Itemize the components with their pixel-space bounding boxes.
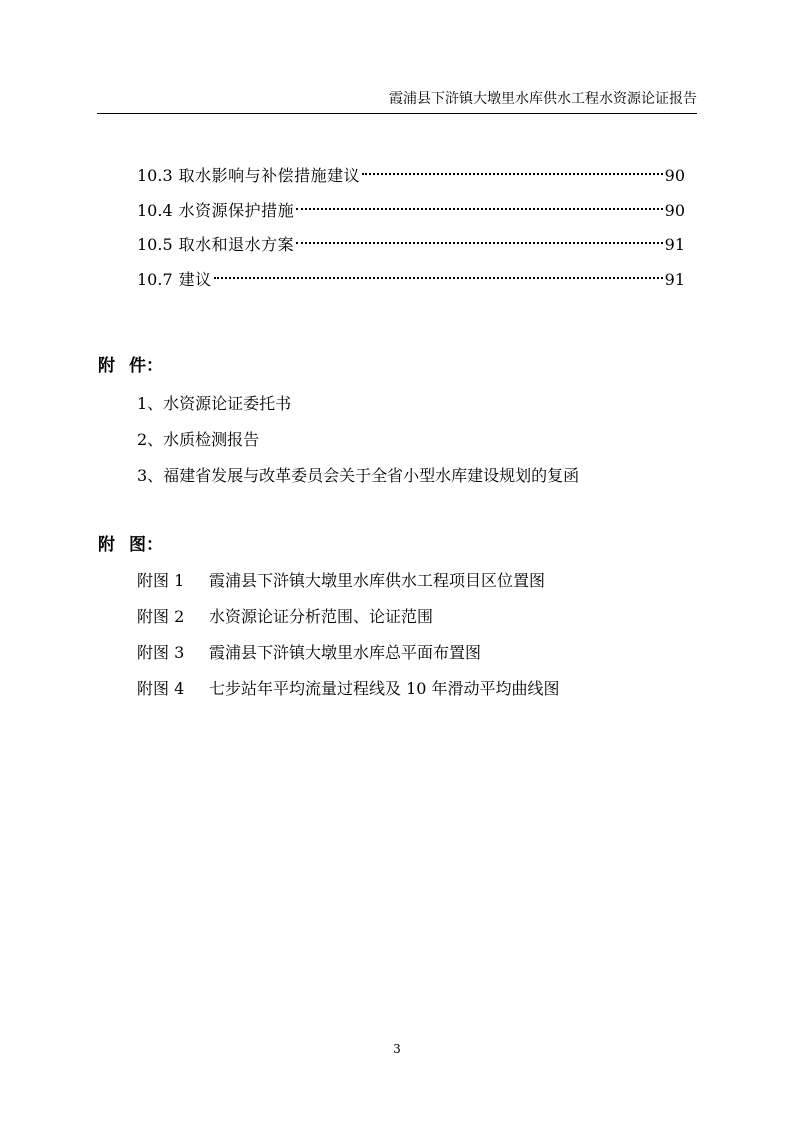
figure-label: 附图 2 (137, 607, 185, 626)
figure-text: 七步站年平均流量过程线及 10 年滑动平均曲线图 (209, 679, 560, 698)
toc-title: 取水和退水方案 (178, 235, 295, 254)
toc-leader (296, 208, 663, 210)
toc-entry[interactable] (137, 263, 685, 298)
toc-title: 建议 (178, 269, 212, 289)
figure-label: 附图 4 (137, 679, 185, 698)
toc-title: 取水影响与补偿措施建议 (178, 166, 361, 185)
figure-label: 附图 3 (137, 643, 185, 662)
toc-entry[interactable] (137, 194, 685, 229)
running-header (97, 88, 697, 114)
attachments-heading-a: 附 (98, 356, 115, 376)
attachments-heading (98, 355, 163, 377)
list-item: 2、水质检测报告 (137, 430, 260, 449)
attachments-list (137, 386, 579, 494)
toc-leader (214, 277, 663, 279)
toc-entry[interactable] (137, 228, 685, 263)
toc-page: 90 (664, 200, 685, 220)
toc-page: 91 (664, 235, 685, 254)
toc-number: 10.7 (137, 269, 173, 289)
list-item: 1、水资源论证委托书 (137, 394, 292, 413)
figures-heading-a: 附 (98, 535, 115, 555)
toc-number: 10.5 (137, 235, 173, 254)
toc-entry[interactable] (137, 159, 685, 194)
figure-text: 霞浦县下浒镇大墩里水库总平面布置图 (209, 643, 482, 662)
list-item: 3、福建省发展与改革委员会关于全省小型水库建设规划的复函 (137, 466, 580, 485)
list-item (137, 563, 560, 599)
toc-leader (296, 242, 663, 244)
toc-number: 10.3 (137, 166, 173, 185)
list-item (137, 599, 560, 635)
figures-heading-b: 图： (129, 535, 163, 555)
figure-text: 水资源论证分析范围、论证范围 (209, 607, 434, 626)
list-item (137, 671, 560, 707)
attachments-heading-b: 件： (129, 356, 163, 376)
figure-text: 霞浦县下浒镇大墩里水库供水工程项目区位置图 (209, 571, 546, 590)
list-item (137, 635, 560, 671)
header-title: 霞浦县下浒镇大墩里水库供水工程水资源论证报告 (389, 91, 697, 107)
toc-number: 10.4 (137, 200, 173, 220)
page-number: 3 (393, 1042, 401, 1056)
figures-heading (98, 534, 163, 556)
toc-page: 90 (664, 166, 685, 185)
toc-page: 91 (664, 269, 685, 289)
figure-label: 附图 1 (137, 571, 185, 590)
toc-title: 水资源保护措施 (178, 200, 295, 220)
toc-leader (362, 173, 663, 175)
figures-list (137, 563, 560, 707)
table-of-contents (137, 159, 685, 297)
